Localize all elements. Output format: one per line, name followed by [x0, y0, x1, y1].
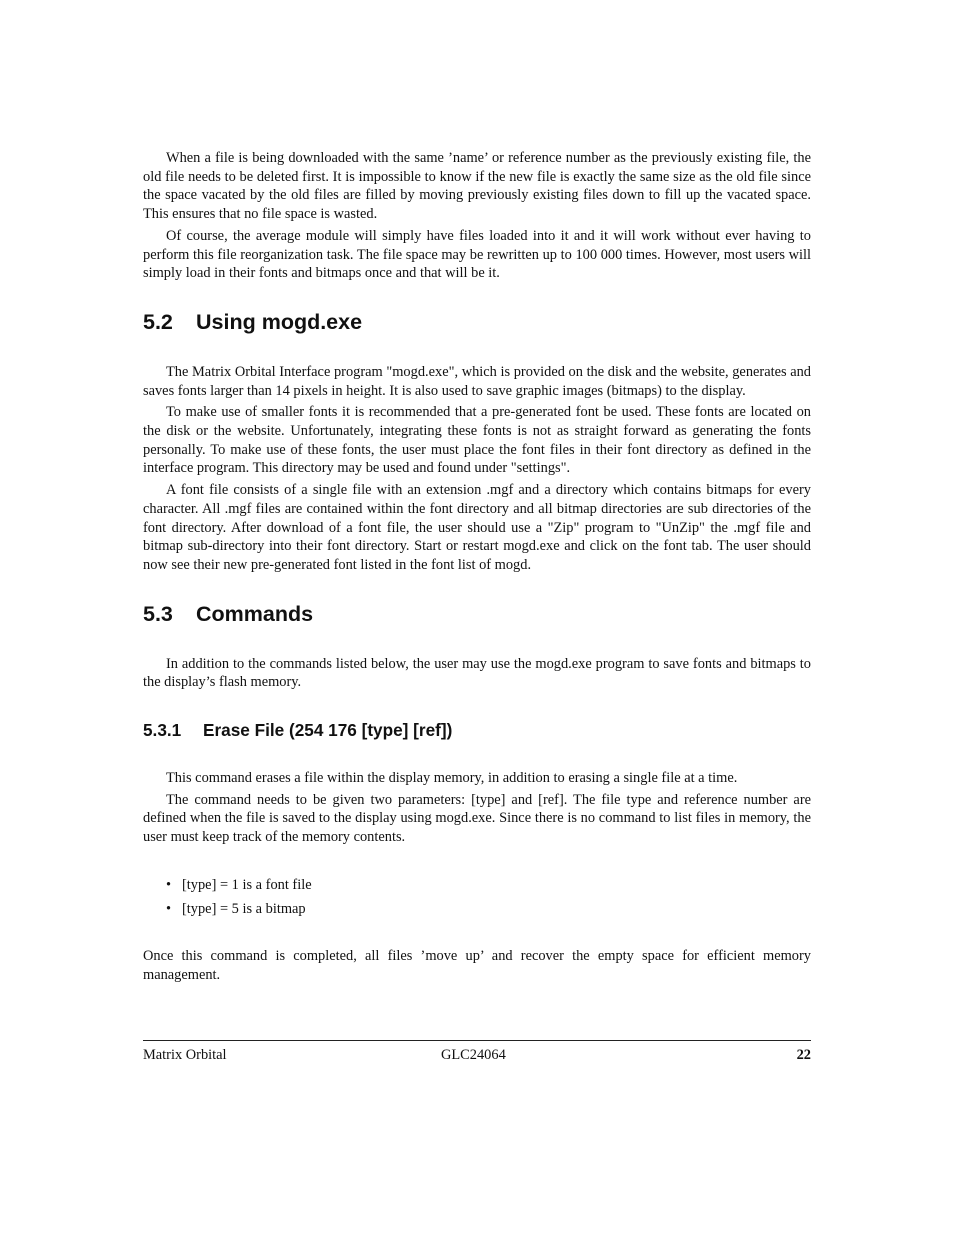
- list-item: • [type] = 1 is a font file: [166, 876, 312, 893]
- paragraph: To make use of smaller fonts it is recommended that a pre-generated font be used. These fonts are located on the disk or the website. Unfortunately, integrating these fonts is not as straight forward as generating the fonts personally. To make use of these fonts, the user must place the font files in their font directory as defined in the interface program. This directory may be used and found under "settings".: [143, 404, 811, 477]
- page-footer: [143, 1040, 811, 1066]
- section-number: 5.3: [143, 601, 173, 626]
- page-body: [143, 149, 811, 985]
- page-number: 22: [796, 1047, 811, 1063]
- intro-paragraph-1: When a file is being downloaded with the same ’name’ or reference number as the previously existing file, the old file needs to be deleted first. It is impossible to know if the new file is exactly the same size as the old file since the space vacated by the old files are filled by moving previously existing files down to fill up the vacated space. This ensures that no file space is wasted.: [143, 150, 811, 223]
- section-title: Using mogd.exe: [196, 309, 363, 334]
- bullet-icon: •: [166, 900, 172, 917]
- section-5-3-heading: [143, 601, 811, 627]
- paragraph: In addition to the commands listed below, the user may use the mogd.exe program to save fonts and bitmaps to the display’s flash memory.: [143, 655, 811, 691]
- type-list: [143, 876, 811, 918]
- section-5-3-body: [143, 655, 811, 692]
- bullet-icon: •: [166, 876, 172, 893]
- paragraph: The command needs to be given two parameters: [type] and [ref]. The file type and reference number are defined when the file is saved to the display using mogd.exe. Since there is no command to list files in memory, the user must keep track of the memory contents.: [143, 791, 811, 846]
- section-title: Commands: [196, 601, 314, 626]
- subsection-title: Erase File (254 176 [type] [ref]): [203, 720, 453, 741]
- section-5-3-1-heading: [143, 719, 811, 741]
- paragraph: The Matrix Orbital Interface program "mogd.exe", which is provided on the disk and the website, generates and saves fonts larger than 14 pixels in height. It is also used to save graphic images (bitmaps) to the display.: [143, 363, 811, 399]
- footer-company: Matrix Orbital: [143, 1047, 227, 1063]
- section-5-2-heading: [143, 309, 811, 335]
- subsection-number: 5.3.1: [143, 720, 182, 741]
- paragraph: A font file consists of a single file with an extension .mgf and a directory which contains bitmaps for every character. All .mgf files are contained within the font directory and all bitmap directories are sub directories of the font directory. After download of a font file, the user should use a "Zip" program to "UnZip" the .mgf file and bitmap sub-directory into their font directory. Start or restart mogd.exe and click on the font tab. The user should now see their new pre-generated font listed in the font list of mogd.: [143, 482, 811, 573]
- section-number: 5.2: [143, 309, 173, 334]
- intro-paragraph-2: Of course, the average module will simply have files loaded into it and it will work without ever having to perform this file reorganization task. The file space may be rewritten up to 100 000 times. However, most users will simply load in their fonts and bitmaps once and that will be it.: [143, 227, 811, 282]
- section-5-3-1-body: [143, 769, 811, 847]
- closing-paragraph: Once this command is completed, all files ’move up’ and recover the empty space for efficient memory management.: [143, 948, 811, 983]
- paragraph: This command erases a file within the display memory, in addition to erasing a single file at a time.: [166, 770, 738, 787]
- footer-model: GLC24064: [441, 1047, 506, 1063]
- section-5-2-body: [143, 363, 811, 575]
- list-item: • [type] = 5 is a bitmap: [166, 900, 306, 917]
